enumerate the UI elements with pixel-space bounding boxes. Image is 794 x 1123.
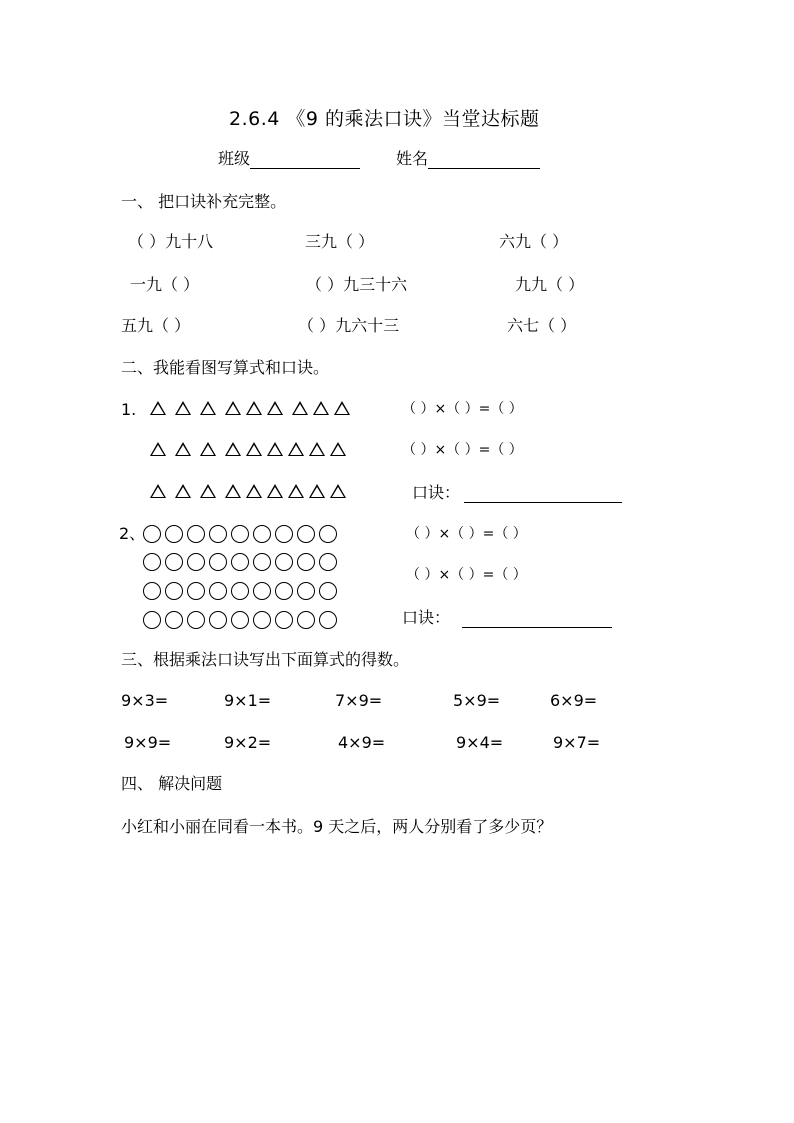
triangle-icon (288, 484, 304, 498)
circle-icon (143, 553, 161, 571)
circle-icon (143, 582, 161, 600)
triangle-icon (150, 442, 166, 456)
triangle-icon (175, 442, 191, 456)
triangle-icon (200, 401, 216, 415)
class-label: 班级 (218, 149, 251, 168)
triangle-row-1 (150, 401, 359, 415)
circle-icon (297, 582, 315, 600)
triangle-icon (309, 442, 325, 456)
circle-icon (253, 611, 271, 629)
name-blank[interactable] (428, 152, 540, 169)
page-title: 2.6.4 《9 的乘法口诀》当堂达标题 (229, 108, 540, 130)
calc-item[interactable]: 9×7= (553, 733, 601, 752)
class-field (218, 149, 360, 169)
circle-icon (165, 582, 183, 600)
circle-icon (187, 553, 205, 571)
koujue-field-2 (402, 608, 612, 628)
section3-heading: 三、根据乘法口诀写出下面算式的得数。 (121, 650, 410, 669)
circle-icon (209, 611, 227, 629)
fill-item[interactable]: （ ）九十八 (128, 232, 214, 251)
equation-blank[interactable]: （ ）×（ ）=（ ） (402, 401, 523, 417)
equation-blank[interactable]: （ ）×（ ）=（ ） (406, 567, 527, 583)
calc-item[interactable]: 9×3= (121, 691, 169, 710)
calc-item[interactable]: 9×2= (224, 733, 272, 752)
triangle-icon (309, 484, 325, 498)
circle-icon (253, 525, 271, 543)
circle-icon (231, 611, 249, 629)
calc-item[interactable]: 4×9= (338, 733, 386, 752)
q1-label: 1. (121, 400, 137, 419)
triangle-row-2 (150, 442, 355, 456)
circle-icon (187, 611, 205, 629)
triangle-icon (267, 401, 283, 415)
circle-icon (143, 525, 161, 543)
triangle-icon (267, 442, 283, 456)
circle-icon (319, 553, 337, 571)
triangle-icon (246, 401, 262, 415)
koujue-blank[interactable] (462, 611, 612, 628)
circle-icon (231, 582, 249, 600)
calc-item[interactable]: 6×9= (550, 691, 598, 710)
triangle-icon (225, 442, 241, 456)
circle-icon (319, 582, 337, 600)
circle-icon (297, 611, 315, 629)
circle-icon (165, 611, 183, 629)
triangle-icon (334, 401, 350, 415)
fill-item[interactable]: （ ）九六十三 (298, 316, 400, 335)
triangle-icon (175, 401, 191, 415)
circle-icon (319, 525, 337, 543)
class-blank[interactable] (250, 152, 360, 169)
circle-icon (275, 611, 293, 629)
circle-icon (297, 525, 315, 543)
equation-blank[interactable]: （ ）×（ ）=（ ） (406, 526, 527, 542)
circle-icon (165, 525, 183, 543)
triangle-icon (246, 484, 262, 498)
triangle-icon (175, 484, 191, 498)
triangle-icon (150, 484, 166, 498)
calc-item[interactable]: 9×4= (456, 733, 504, 752)
circle-row-3 (143, 582, 341, 600)
calc-item[interactable]: 7×9= (335, 691, 383, 710)
triangle-row-3 (150, 484, 355, 498)
triangle-icon (246, 442, 262, 456)
q2-label: 2、 (119, 524, 146, 543)
fill-item[interactable]: 六七（ ） (507, 316, 577, 335)
name-label: 姓名 (396, 149, 429, 168)
koujue-label: 口诀： (402, 608, 451, 627)
circle-icon (231, 553, 249, 571)
circle-icon (275, 553, 293, 571)
calc-item[interactable]: 9×9= (124, 733, 172, 752)
circle-icon (253, 582, 271, 600)
circle-icon (297, 553, 315, 571)
triangle-icon (330, 484, 346, 498)
triangle-icon (150, 401, 166, 415)
triangle-icon (267, 484, 283, 498)
triangle-icon (225, 401, 241, 415)
triangle-icon (225, 484, 241, 498)
koujue-label: 口诀： (412, 483, 461, 502)
fill-item[interactable]: 九九（ ） (515, 275, 585, 294)
circle-icon (275, 525, 293, 543)
name-field (396, 149, 540, 169)
circle-icon (209, 553, 227, 571)
triangle-icon (200, 484, 216, 498)
triangle-icon (313, 401, 329, 415)
circle-icon (209, 582, 227, 600)
circle-row-4 (143, 611, 341, 629)
triangle-icon (200, 442, 216, 456)
circle-row-2 (143, 553, 341, 571)
word-problem: 小红和小丽在同看一本书。9 天之后，两人分别看了多少页？ (121, 817, 553, 836)
circle-icon (187, 582, 205, 600)
fill-item[interactable]: 一九（ ） (130, 275, 200, 294)
calc-item[interactable]: 5×9= (453, 691, 501, 710)
circle-icon (209, 525, 227, 543)
triangle-icon (288, 442, 304, 456)
fill-item[interactable]: 三九（ ） (305, 232, 375, 251)
circle-row-1 (143, 525, 341, 543)
fill-item[interactable]: （ ）九三十六 (306, 275, 408, 294)
fill-item[interactable]: 五九（ ） (121, 316, 191, 335)
circle-icon (165, 553, 183, 571)
circle-icon (187, 525, 205, 543)
circle-icon (275, 582, 293, 600)
section4-heading: 四、 解决问题 (121, 774, 223, 793)
triangle-icon (292, 401, 308, 415)
section1-heading: 一、 把口诀补充完整。 (121, 192, 287, 211)
circle-icon (143, 611, 161, 629)
circle-icon (319, 611, 337, 629)
koujue-blank[interactable] (464, 486, 622, 503)
equation-blank[interactable]: （ ）×（ ）=（ ） (402, 442, 523, 458)
fill-item[interactable]: 六九（ ） (499, 232, 569, 251)
circle-icon (231, 525, 249, 543)
section2-heading: 二、我能看图写算式和口诀。 (121, 358, 330, 377)
triangle-icon (330, 442, 346, 456)
calc-item[interactable]: 9×1= (224, 691, 272, 710)
circle-icon (253, 553, 271, 571)
koujue-field-1 (412, 483, 622, 503)
